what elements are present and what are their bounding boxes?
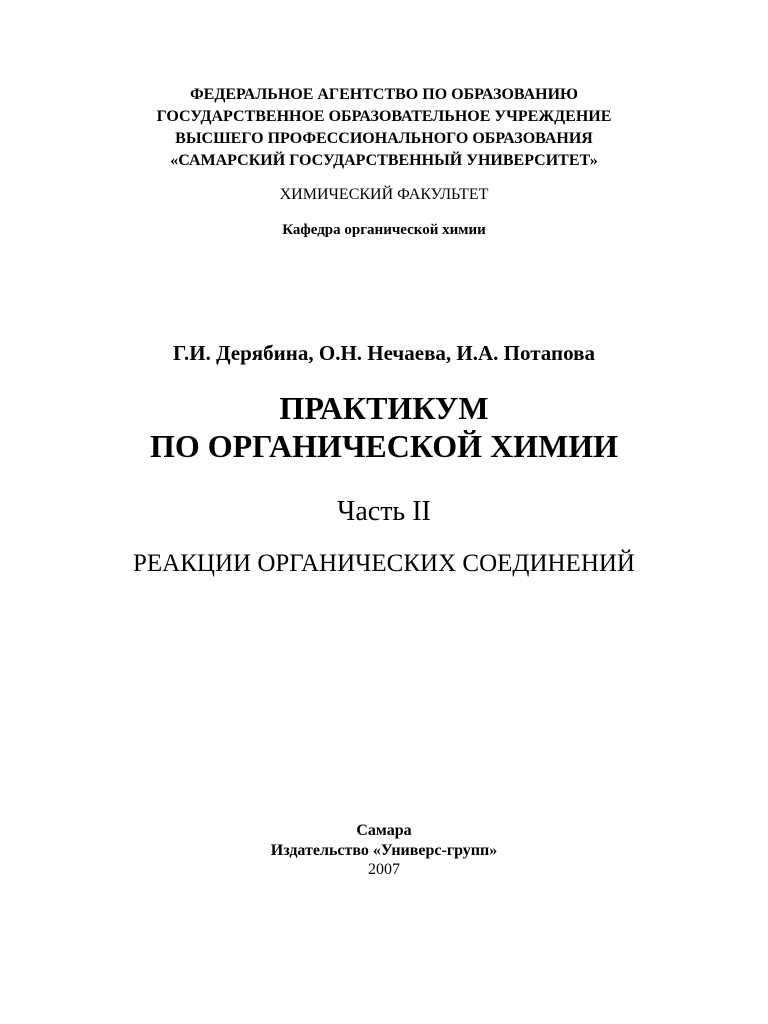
- imprint-publisher: Издательство «Универс-групп»: [270, 842, 498, 859]
- book-title-line-1: ПРАКТИКУМ: [279, 390, 489, 426]
- institution-line-3: ВЫСШЕГО ПРОФЕССИОНАЛЬНОГО ОБРАЗОВАНИЯ: [175, 130, 593, 147]
- authors: Г.И. Дерябина, О.Н. Нечаева, И.А. Потапова: [173, 341, 595, 365]
- institution-line-4: «САМАРСКИЙ ГОСУДАРСТВЕННЫЙ УНИВЕРСИТЕТ»: [170, 152, 598, 169]
- part-number: Часть II: [337, 496, 431, 527]
- imprint-year: 2007: [368, 861, 400, 878]
- book-subtitle: РЕАКЦИИ ОРГАНИЧЕСКИХ СОЕДИНЕНИЙ: [133, 550, 635, 577]
- faculty-name: ХИМИЧЕСКИЙ ФАКУЛЬТЕТ: [279, 186, 489, 203]
- institution-line-1: ФЕДЕРАЛЬНОЕ АГЕНТСТВО ПО ОБРАЗОВАНИЮ: [189, 86, 579, 103]
- book-title-line-2: ПО ОРГАНИЧЕСКОЙ ХИМИИ: [149, 428, 619, 464]
- department-name: Кафедра органической химии: [282, 222, 486, 238]
- imprint-city: Самара: [356, 822, 412, 839]
- institution-line-2: ГОСУДАРСТВЕННОЕ ОБРАЗОВАТЕЛЬНОЕ УЧРЕЖДЕНИЕ: [156, 108, 612, 125]
